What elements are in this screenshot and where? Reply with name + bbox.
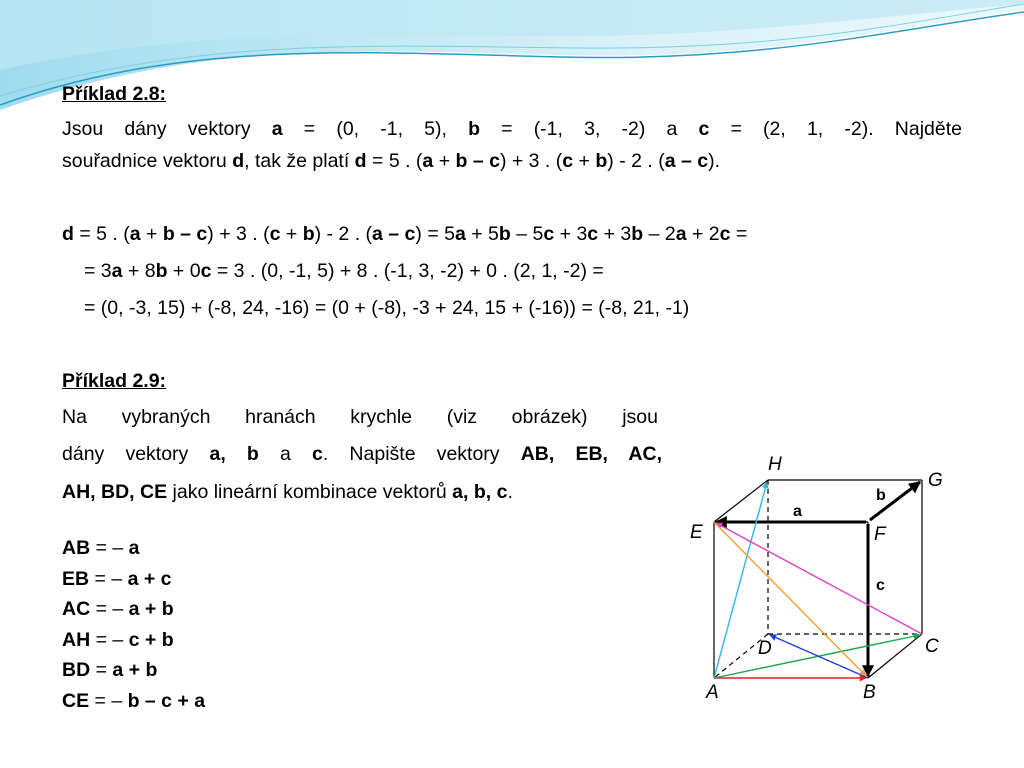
- vertex-label-a: A: [706, 682, 719, 703]
- cube-figure: [672, 432, 972, 724]
- example-2-9-line-1: Na vybraných hranách krychle (viz obrázek) jsou: [62, 406, 658, 428]
- example-2-8-line-1: Jsou dány vektory a = (0, -1, 5), b = (-1, 3, -2) a c = (2, 1, -2). Najděte: [62, 118, 962, 140]
- example-2-8-heading: Příklad 2.8:: [62, 83, 167, 105]
- answer-ac: AC = – a + b: [62, 598, 174, 620]
- example-2-9-line-3: AH, BD, CE jako lineární kombinace vektorů a, b, c.: [62, 481, 513, 503]
- answers-list: [62, 533, 205, 716]
- vertex-label-f: F: [874, 524, 886, 545]
- vertex-label-g: G: [928, 470, 943, 491]
- vertex-label-b: B: [863, 682, 876, 703]
- vertex-label-e: E: [690, 522, 703, 543]
- solution-line-2: = 3a + 8b + 0c = 3 . (0, -1, 5) + 8 . (-1, 3, -2) + 0 . (2, 1, -2) =: [84, 260, 604, 282]
- answer-ah: AH = – c + b: [62, 628, 174, 651]
- vector-label-a: a: [793, 503, 802, 520]
- vector-label-b: b: [876, 487, 886, 504]
- vector-label-c: c: [876, 577, 885, 594]
- answer-eb: EB = – a + c: [62, 567, 172, 590]
- answer-ce: CE = – b – c + a: [62, 689, 206, 712]
- answer-ab: AB = – a: [62, 537, 140, 559]
- answer-bd: BD = a + b: [62, 659, 158, 681]
- example-2-9-heading: Příklad 2.9:: [62, 370, 167, 392]
- vertex-label-d: D: [758, 638, 772, 659]
- example-2-9-line-2: dány vektory a, b a c. Napište vektory AB, EB, AC,: [62, 443, 662, 465]
- vertex-label-c: C: [925, 636, 939, 657]
- solution-line-3: = (0, -3, 15) + (-8, 24, -16) = (0 + (-8), -3 + 24, 15 + (-16)) = (-8, 21, -1): [84, 297, 690, 319]
- vertex-label-h: H: [768, 454, 782, 475]
- solution-line-1: d = 5 . (a + b – c) + 3 . (c + b) - 2 . (a – c) = 5a + 5b – 5c + 3c + 3b – 2a + 2c =: [62, 223, 748, 245]
- example-2-8-line-2: souřadnice vektoru d, tak že platí d = 5 . (a + b – c) + 3 . (c + b) - 2 . (a – c).: [62, 150, 720, 172]
